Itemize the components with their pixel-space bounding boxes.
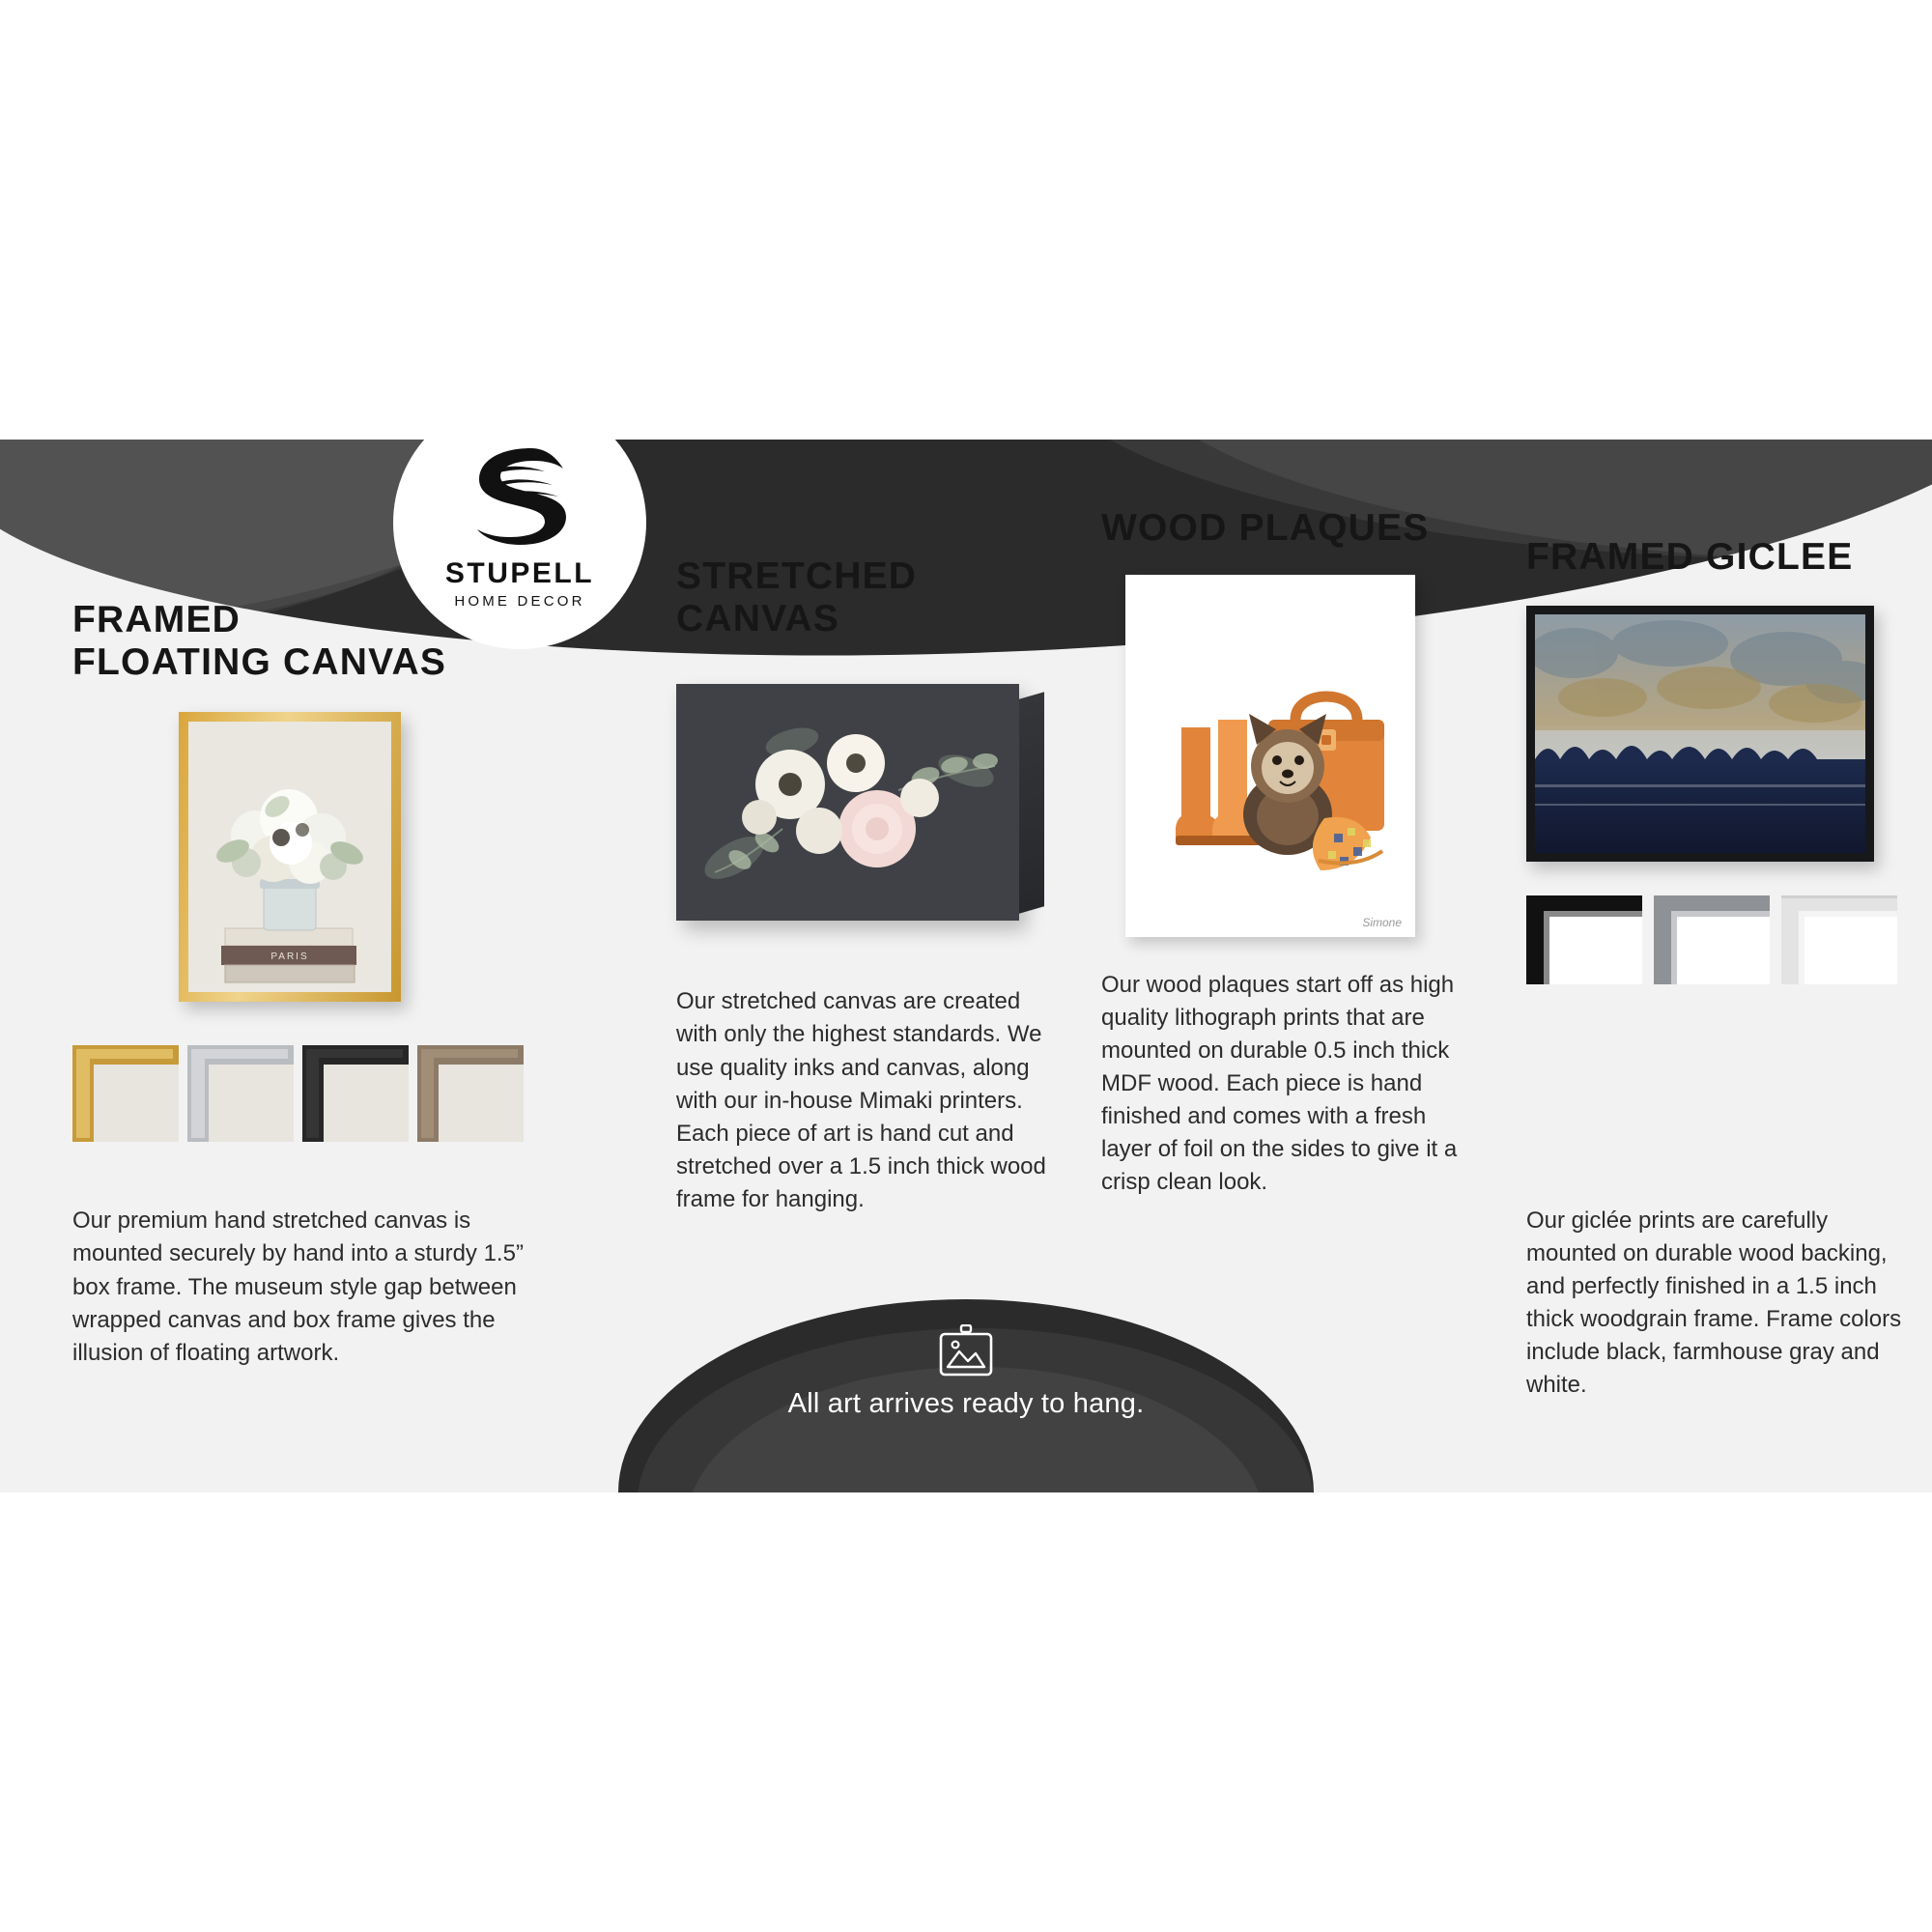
section-description: Our wood plaques start off as high quality lithograph prints that are mounted on durable 0.5 inch thick MDF wood. Each piece is hand finished and comes with a fresh layer of foil on the sides to give it a crisp clean look.	[1101, 971, 1458, 1196]
silver-frame-swatch	[187, 1045, 294, 1142]
brand-name: STUPELL	[444, 556, 595, 589]
framed-picture-icon	[936, 1324, 996, 1377]
woodgrain-frame-swatch	[417, 1045, 524, 1142]
plaque-front	[1125, 575, 1415, 937]
info-panel	[0, 440, 1932, 1492]
black-giclee-frame	[1526, 606, 1874, 862]
section-description: Our premium hand stretched canvas is mounted securely by hand into a sturdy 1.5” box frame. The museum style gap between wrapped canvas and box frame gives the illusion of floating artwork.	[72, 1208, 524, 1366]
floral-artwork-icon	[676, 684, 1019, 921]
stupell-swoosh-logo-icon	[456, 442, 583, 552]
black-frame-sample	[1526, 895, 1642, 984]
section-title: WOOD PLAQUES	[1101, 507, 1430, 549]
gold-floating-frame	[179, 712, 401, 1002]
abstract-landscape-artwork-icon	[1535, 614, 1865, 853]
gold-frame-swatch	[72, 1045, 179, 1142]
artist-signature: Simone	[1362, 915, 1402, 929]
wood-plaque-artwork	[1125, 575, 1444, 952]
farmhouse-gray-frame-sample	[1654, 895, 1770, 984]
dog-handbag-artwork-icon	[1125, 575, 1415, 937]
frame-color-swatches	[72, 1045, 526, 1142]
brand-tagline: HOME DECOR	[454, 592, 585, 610]
black-frame-swatch	[302, 1045, 409, 1142]
section-framed-giclee	[1526, 536, 1913, 1402]
section-description: Our stretched canvas are created with only the highest standards. We use quality inks and canvas, along with our in-house Mimaki printers. Each piece of art is hand cut and stretched over a 1.5 inch thick wood frame for hanging.	[676, 988, 1046, 1212]
white-frame-sample	[1781, 895, 1897, 984]
stretched-canvas-artwork	[676, 667, 1053, 947]
canvas-side-edge	[1019, 693, 1044, 914]
section-wood-plaques	[1101, 507, 1478, 1199]
ready-to-hang-text: All art arrives ready to hang.	[787, 1388, 1145, 1419]
section-stretched-canvas	[676, 555, 1053, 1216]
svg-text:PARIS: PARIS	[270, 952, 309, 963]
framed-floating-canvas-artwork	[72, 712, 526, 1031]
section-title: FRAMED GICLEE	[1526, 536, 1854, 578]
footer-message	[618, 1299, 1314, 1492]
section-title: FRAMED FLOATING CANVAS	[72, 599, 447, 683]
section-framed-floating-canvas	[72, 599, 526, 1370]
section-title: STRETCHED CANVAS	[676, 555, 918, 639]
giclee-frame-colors	[1526, 895, 1903, 984]
section-description: Our giclée prints are carefully mounted on durable wood backing, and perfectly finished in a 1.5 inch thick woodgrain frame. Frame colors include black, farmhouse gray and white.	[1526, 1207, 1902, 1399]
hydrangea-vase-artwork-icon	[188, 722, 391, 992]
framed-giclee-artwork	[1526, 606, 1903, 876]
canvas-front	[676, 684, 1019, 921]
